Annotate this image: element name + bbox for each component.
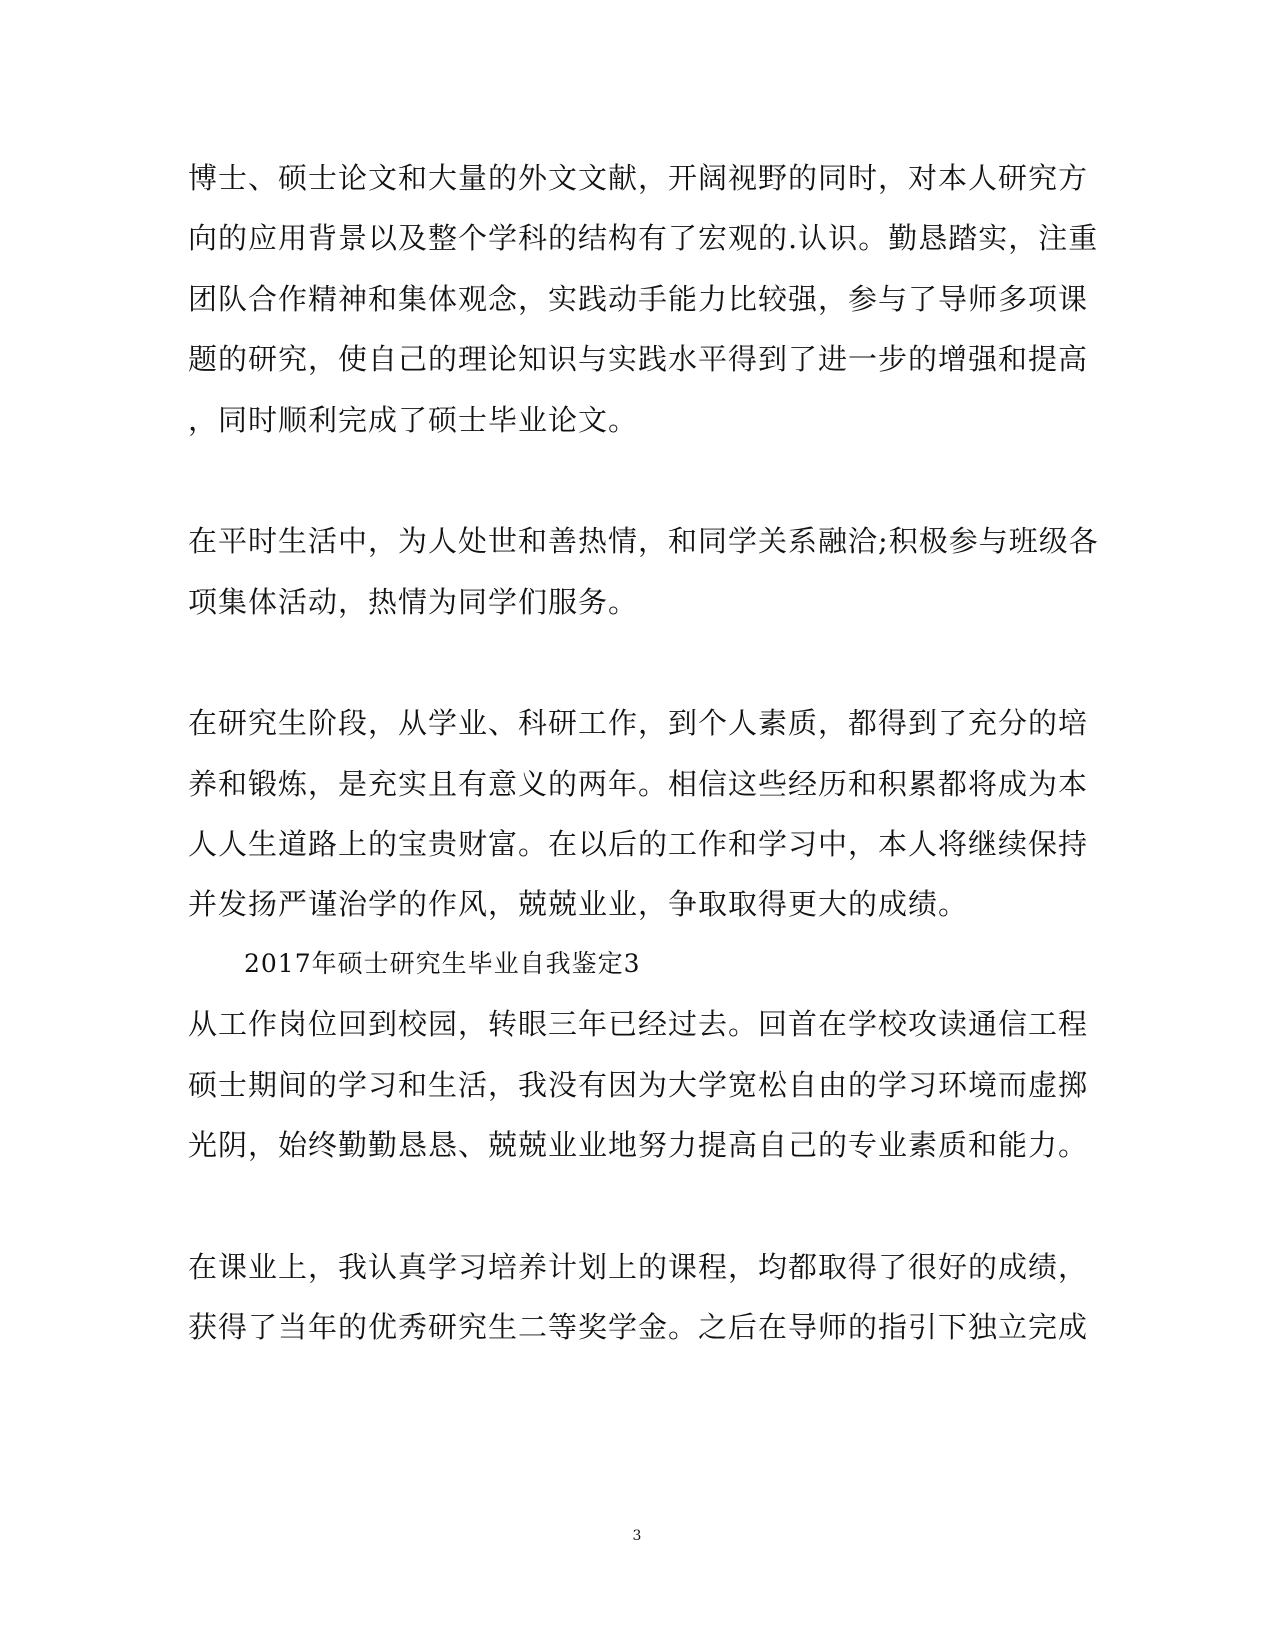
body-text-line: 获得了当年的优秀研究生二等奖学金。之后在导师的指引下独立完成: [188, 1310, 1089, 1344]
body-text-line: 从工作岗位回到校园，转眼三年已经过去。回首在学校攻读通信工程: [188, 1007, 1089, 1041]
body-text-line: 项集体活动，热情为同学们服务。: [188, 585, 639, 619]
body-text-line: 博士、硕士论文和大量的外文文献，开阔视野的同时，对本人研究方: [188, 161, 1089, 195]
body-text-line: 在平时生活中，为人处世和善热情，和同学关系融洽;积极参与班级各: [188, 524, 1099, 558]
body-text-line: 人人生道路上的宝贵财富。在以后的工作和学习中，本人将继续保持: [188, 827, 1089, 861]
body-text-line: 在课业上，我认真学习培养计划上的课程，均都取得了很好的成绩，: [188, 1250, 1089, 1284]
body-text-line: 团队合作精神和集体观念，实践动手能力比较强，参与了导师多项课: [188, 282, 1089, 316]
body-text-line: 向的应用背景以及整个学科的结构有了宏观的.认识。勤恳踏实，注重: [188, 221, 1099, 255]
body-text-line: ，同时顺利完成了硕士毕业论文。: [188, 403, 639, 437]
body-text-line: 题的研究，使自己的理论知识与实践水平得到了进一步的增强和提高: [188, 342, 1089, 376]
body-text-line: 在研究生阶段，从学业、科研工作，到个人素质，都得到了充分的培: [188, 706, 1089, 740]
body-text-line: 光阴，始终勤勤恳恳、兢兢业业地努力提高自己的专业素质和能力。: [188, 1128, 1089, 1162]
section-heading: 2017年硕士研究生毕业自我鉴定3: [244, 949, 641, 978]
body-text-line: 并发扬严谨治学的作风，兢兢业业，争取取得更大的成绩。: [188, 887, 969, 921]
body-text-line: 硕士期间的学习和生活，我没有因为大学宽松自由的学习环境而虚掷: [188, 1068, 1089, 1102]
page-number: 3: [632, 1528, 642, 1544]
body-text-line: 养和锻炼，是充实且有意义的两年。相信这些经历和积累都将成为本: [188, 767, 1089, 801]
